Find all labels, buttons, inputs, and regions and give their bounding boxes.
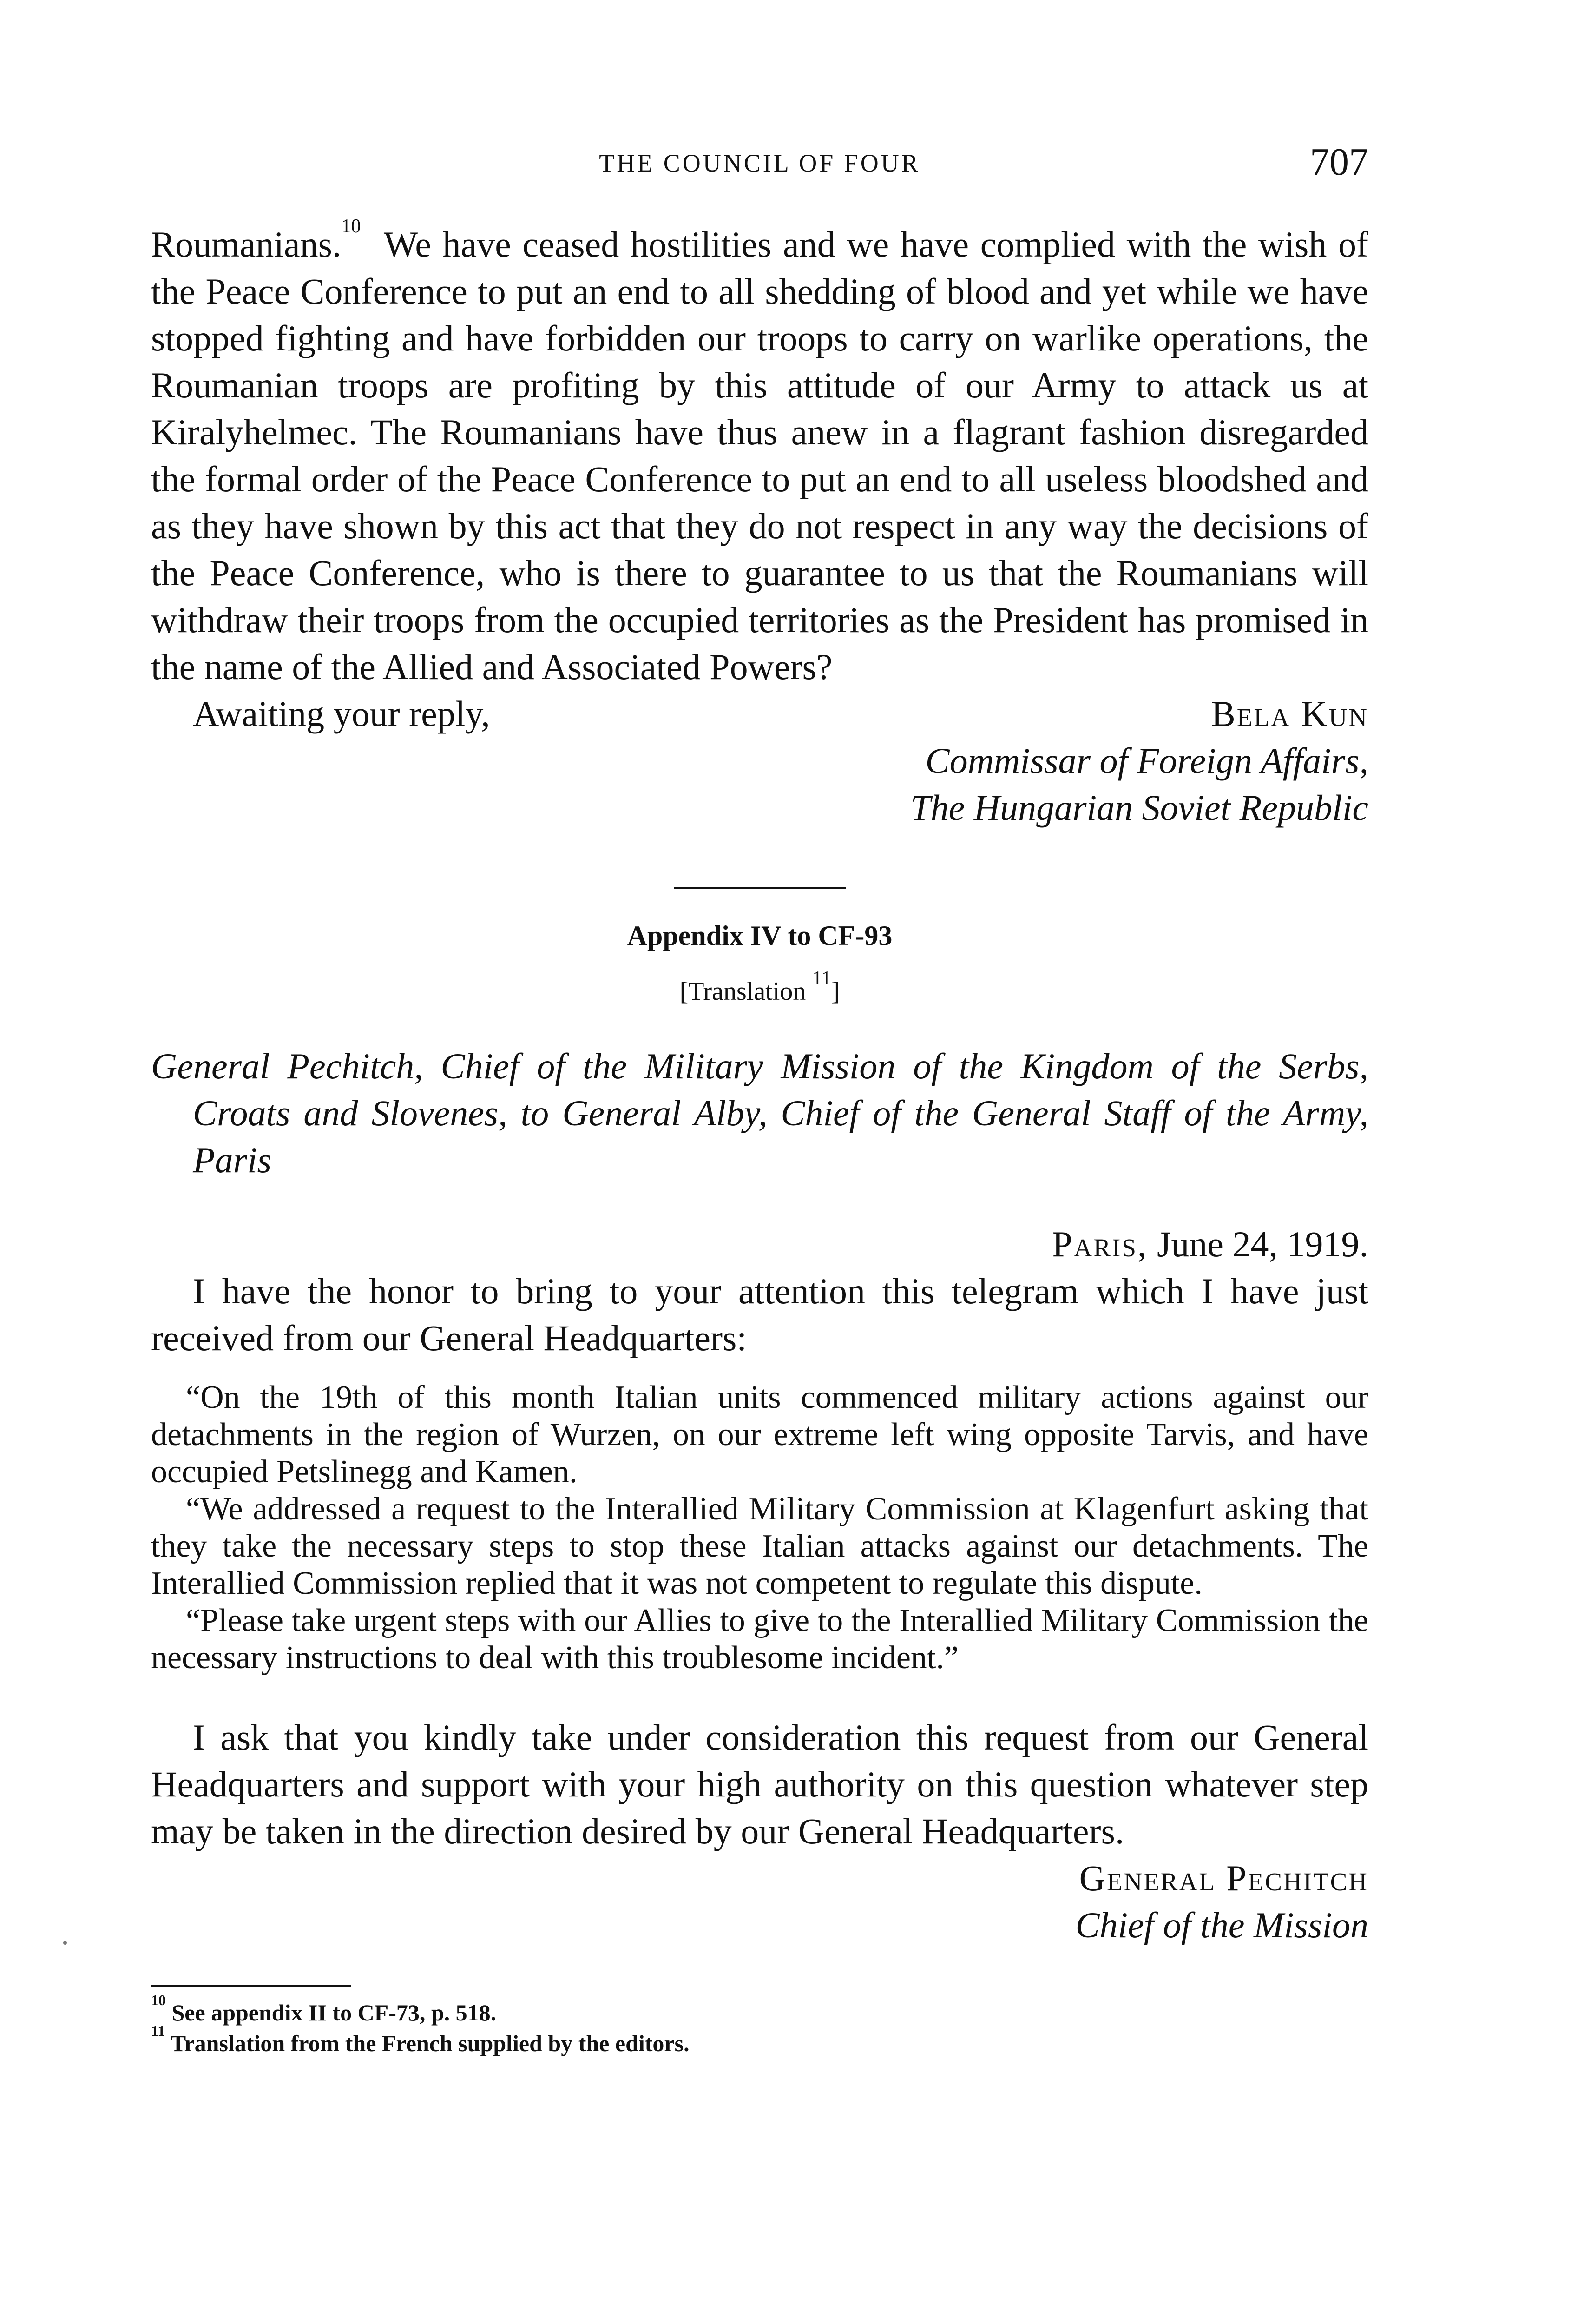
intro-paragraph: I have the honor to bring to your attention this telegram which I have just received from our General Headquarters: [151,1271,1368,1358]
signer-name: Bela Kun [1211,693,1368,734]
dateline-place: Paris, [1052,1224,1148,1264]
appendix-heading: Appendix IV to CF-93 [627,920,893,951]
footnote-rule [151,1985,351,1987]
running-title: THE COUNCIL OF FOUR [599,149,920,177]
section-divider [674,887,846,889]
footnotes [151,1992,1368,2059]
closing-line [151,690,1368,737]
closing-signer-title: Chief of the Mission [1075,1905,1368,1945]
letter-continuation-paragraph [151,216,1369,690]
telegram-paragraph-3: “Please take urgent steps with our Allies to give to the Interallied Military Commission the necessary instructions to deal with this troublesome incident.” [151,1603,1368,1676]
translation-label: [Translation [679,977,806,1006]
footnote-marker: 10 [151,1992,166,2008]
telegram-paragraph-2: “We addressed a request to the Interallied Military Commission at Klagenfurt asking that they take the necessary steps to stop these Italian attacks against our detachments. The Interallied Commission replied that it was not competent to regulate this dispute. [151,1491,1368,1601]
footnote-ref-11: 11 [812,968,831,989]
page-number: 707 [1310,140,1368,184]
signer-title-2: The Hungarian Soviet Republic [910,787,1368,828]
telegram-paragraph-1: “On the 19th of this month Italian units commenced military actions against our detachments in the region of Wurzen, on our extreme left wing opposite Tarvis, and have occupied Petslinegg and Kamen. [151,1380,1368,1490]
salutation: Awaiting your reply, [193,693,490,734]
dateline-date: June 24, 1919. [1157,1224,1368,1264]
running-head [151,139,1368,191]
footnote-marker: 11 [151,2022,165,2039]
speck [63,1941,67,1945]
translation-note [151,968,1368,1010]
request-paragraph: I ask that you kindly take under consideration this request from our General Headquarters and support with your high authority on this question whatever step may be taken in the direction desired by our General Headquarters. [151,1717,1368,1851]
footnote-ref-10: 10 [341,216,361,237]
footnote-text: Translation from the French supplied by the editors. [170,2030,690,2056]
signer-title-1: Commissar of Foreign Affairs, [925,740,1368,781]
dateline [151,1221,1368,1268]
letter-continuation-text: We have ceased hostilities and we have complied with the wish of the Peace Conference to put an end to all shedding of blood and yet while we have stopped fighting and have forbidden our troops to carry on warlike operations, the Roumanian troops are profiting by this attitude of our Army to attack us at Kiralyhelmec. The Roumanians have thus anew in a flagrant fashion disregarded the formal order of the Peace Conference to put an end to all useless bloodshed and as they have shown by this act that they do not respect in any way the decisions of the Peace Conference, who is there to guarantee to us that the Roumanians will withdraw their troops from the occupied territories as the President has promised in the name of the Allied and Associated Powers? [151,224,1369,687]
closing-signer: General Pechitch [1079,1858,1368,1898]
translation-close: ] [831,977,840,1006]
footnote-10 [151,1992,1368,2028]
first-word: Roumanians. [151,224,342,264]
address-block: General Pechitch, Chief of the Military Mission of the Kingdom of the Serbs, Croats and Slovenes, to General Alby, Chief of the General Staff of the Army, Paris [151,1046,1368,1180]
footnote-11 [151,2022,1368,2059]
footnote-text: See appendix II to CF-73, p. 518. [171,2000,497,2026]
page-body [151,216,1369,2059]
